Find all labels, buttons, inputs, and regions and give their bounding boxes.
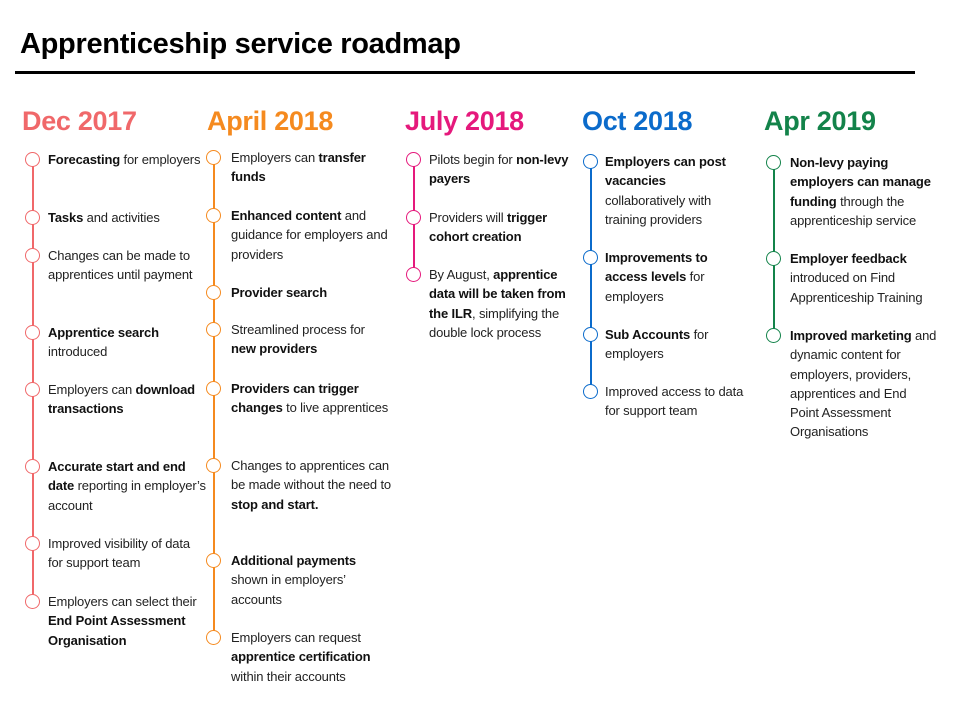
page-title: Apprenticeship service roadmap <box>20 28 461 60</box>
roadmap-item <box>48 534 206 573</box>
milestone-circle-icon <box>766 328 781 343</box>
timeline-line <box>32 159 34 601</box>
item-text: and activities <box>83 210 160 225</box>
column-heading: Oct 2018 <box>582 106 693 136</box>
milestone-circle-icon <box>583 250 598 265</box>
item-text: Employers can select their <box>48 594 197 609</box>
item-text-bold: apprentice data will be taken from the ILR <box>429 267 566 321</box>
milestone-circle-icon <box>25 210 40 225</box>
item-text: Employers can <box>48 382 136 397</box>
roadmap-item <box>48 246 206 285</box>
roadmap-item <box>231 379 393 418</box>
roadmap-item <box>231 628 393 686</box>
milestone-circle-icon <box>25 325 40 340</box>
item-text: shown in employers’ accounts <box>231 572 346 607</box>
timeline-line <box>590 161 592 391</box>
item-text-bold: download transactions <box>48 382 195 417</box>
roadmap-item <box>429 208 571 247</box>
roadmap-item <box>605 248 745 306</box>
timeline-line <box>773 162 775 335</box>
roadmap-item <box>48 457 206 515</box>
item-text: Changes can be made to apprentices until payment <box>48 248 193 283</box>
item-text: Improved visibility of data for support team <box>48 536 190 571</box>
item-text: to live apprentices <box>282 400 389 416</box>
roadmap-item <box>605 152 745 229</box>
item-text-bold: Enhanced content <box>231 208 342 223</box>
roadmap-item <box>790 153 938 230</box>
roadmap-item <box>429 265 571 342</box>
milestone-circle-icon <box>25 459 40 474</box>
item-text-bold: Improvements to access levels <box>605 250 708 285</box>
item-text-bold: Forecasting <box>48 152 121 167</box>
milestone-circle-icon <box>25 594 40 609</box>
title-divider <box>15 71 915 74</box>
item-text: Improved access to data for support team <box>605 384 744 419</box>
milestone-circle-icon <box>583 384 598 399</box>
item-text: and guidance for employers and providers <box>231 208 388 262</box>
item-text: for employers <box>605 269 705 304</box>
roadmap-item <box>790 326 938 442</box>
column-heading: Apr 2019 <box>764 106 876 136</box>
item-text: reporting in employer’s account <box>48 478 206 513</box>
item-text-bold: Apprentice search <box>48 325 159 340</box>
item-text: for employers <box>120 152 201 167</box>
item-text-bold: Providers can trigger changes <box>231 381 359 416</box>
roadmap-item <box>231 206 393 264</box>
item-text-bold: Employers can post vacancies <box>605 154 726 189</box>
item-text: introduced <box>48 344 108 360</box>
item-text-bold: Provider search <box>231 285 328 300</box>
item-text-bold: Accurate start and end date <box>48 459 186 494</box>
milestone-circle-icon <box>583 154 598 169</box>
milestone-circle-icon <box>206 553 221 568</box>
milestone-circle-icon <box>406 267 421 282</box>
item-text-bold: non-levy payers <box>429 152 569 187</box>
item-text: within their accounts <box>231 668 346 684</box>
roadmap-item <box>48 380 206 419</box>
roadmap-item <box>231 456 393 514</box>
item-text-bold: Additional payments <box>231 553 356 568</box>
roadmap-item <box>48 323 206 362</box>
milestone-circle-icon <box>25 248 40 263</box>
milestone-circle-icon <box>583 327 598 342</box>
item-text: By August, <box>429 267 494 282</box>
item-text-bold: Tasks <box>48 210 84 225</box>
item-text: for employers <box>605 327 709 362</box>
item-text: and dynamic content for employers, providers, apprentices and End Point Assessment Organisations <box>790 328 937 440</box>
roadmap-item <box>48 592 206 650</box>
column-heading: April 2018 <box>207 106 334 136</box>
item-text-bold: new providers <box>231 341 318 357</box>
roadmap-item <box>231 551 393 609</box>
item-text-bold: stop and start. <box>231 496 319 512</box>
milestone-circle-icon <box>206 381 221 396</box>
milestone-circle-icon <box>206 322 221 337</box>
item-text-bold: Employer feedback <box>790 251 907 266</box>
item-text-bold: transfer funds <box>231 150 366 185</box>
milestone-circle-icon <box>766 155 781 170</box>
milestone-circle-icon <box>406 210 421 225</box>
item-text: , simplifying the double lock process <box>429 305 560 340</box>
milestone-circle-icon <box>206 458 221 473</box>
roadmap-item <box>48 208 206 227</box>
milestone-circle-icon <box>206 208 221 223</box>
roadmap-item <box>231 283 393 302</box>
item-text: Employers can request <box>231 630 361 645</box>
item-text-bold: trigger cohort creation <box>429 210 548 245</box>
milestone-circle-icon <box>25 152 40 167</box>
milestone-circle-icon <box>766 251 781 266</box>
item-text-bold: Improved marketing <box>790 328 912 343</box>
milestone-circle-icon <box>25 536 40 551</box>
item-text: through the apprenticeship service <box>790 193 917 228</box>
item-text: introduced on Find Apprenticeship Training <box>790 270 923 305</box>
roadmap-item <box>605 325 745 364</box>
roadmap-item <box>231 148 393 187</box>
item-text-bold: End Point Assessment Organisation <box>48 613 186 648</box>
item-text: Pilots begin for <box>429 152 517 167</box>
item-text: Changes to apprentices can be made without the need to <box>231 458 392 493</box>
column-heading: Dec 2017 <box>22 106 137 136</box>
roadmap-item <box>231 320 393 359</box>
roadmap-item <box>790 249 938 307</box>
milestone-circle-icon <box>25 382 40 397</box>
column-heading: July 2018 <box>405 106 524 136</box>
milestone-circle-icon <box>406 152 421 167</box>
item-text-bold: Sub Accounts <box>605 327 691 342</box>
item-text: Streamlined process for <box>231 322 365 337</box>
milestone-circle-icon <box>206 630 221 645</box>
item-text-bold: apprentice certification <box>231 649 371 665</box>
roadmap-item <box>429 150 571 189</box>
roadmap-item <box>605 382 745 421</box>
milestone-circle-icon <box>206 285 221 300</box>
item-text: Employers can <box>231 150 319 165</box>
milestone-circle-icon <box>206 150 221 165</box>
item-text: collaboratively with training providers <box>605 192 712 227</box>
item-text-bold: Non-levy paying employers can manage funding <box>790 155 931 209</box>
item-text: Providers will <box>429 210 507 225</box>
roadmap-item <box>48 150 206 169</box>
